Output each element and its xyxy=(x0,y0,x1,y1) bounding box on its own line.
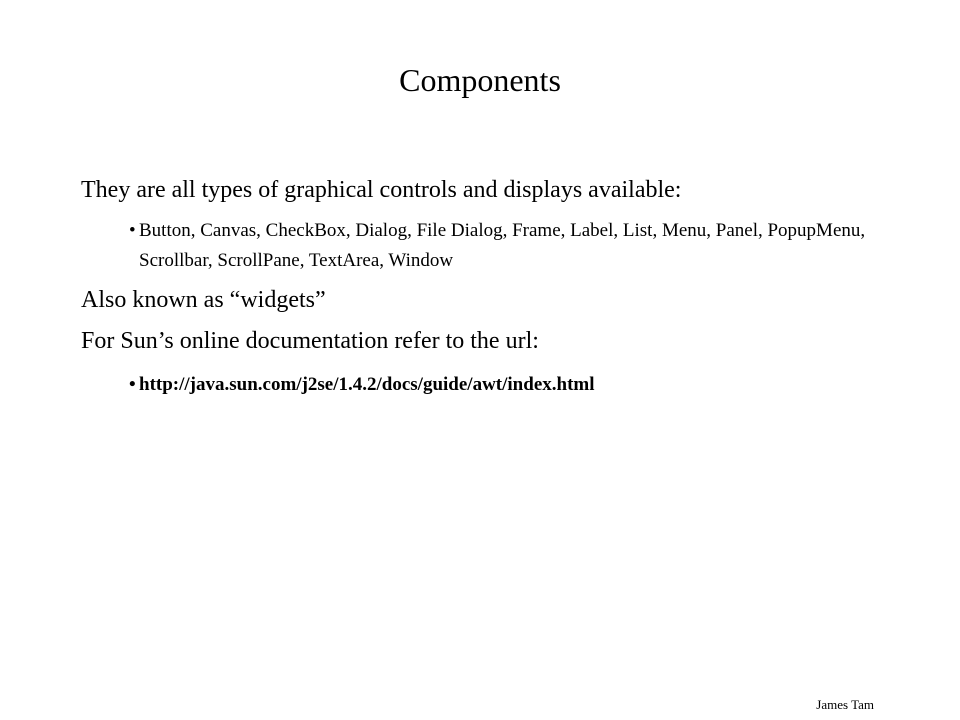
bullet-icon: • xyxy=(129,374,136,395)
slide-body xyxy=(81,174,901,400)
bullet-level2-url xyxy=(129,370,901,400)
bullet-level1-documentation: For Sun’s online documentation refer to the url: xyxy=(81,328,539,354)
component-list-text: Button, Canvas, CheckBox, Dialog, File Dialog, Frame, Label, List, Menu, Panel, PopupMenu, Scrollbar, ScrollPane, TextArea, Window xyxy=(139,220,866,271)
slide-title: Components xyxy=(399,62,561,98)
bullet-icon: • xyxy=(129,220,136,241)
bullet-level2-component-list xyxy=(129,216,901,276)
documentation-url-text: http://java.sun.com/j2se/1.4.2/docs/guide/awt/index.html xyxy=(139,374,595,395)
bullet-level1-widgets: Also known as “widgets” xyxy=(81,287,326,313)
footer-author: James Tam xyxy=(816,697,874,712)
bullet-level1-graphical-controls: They are all types of graphical controls and displays available: xyxy=(81,177,682,203)
